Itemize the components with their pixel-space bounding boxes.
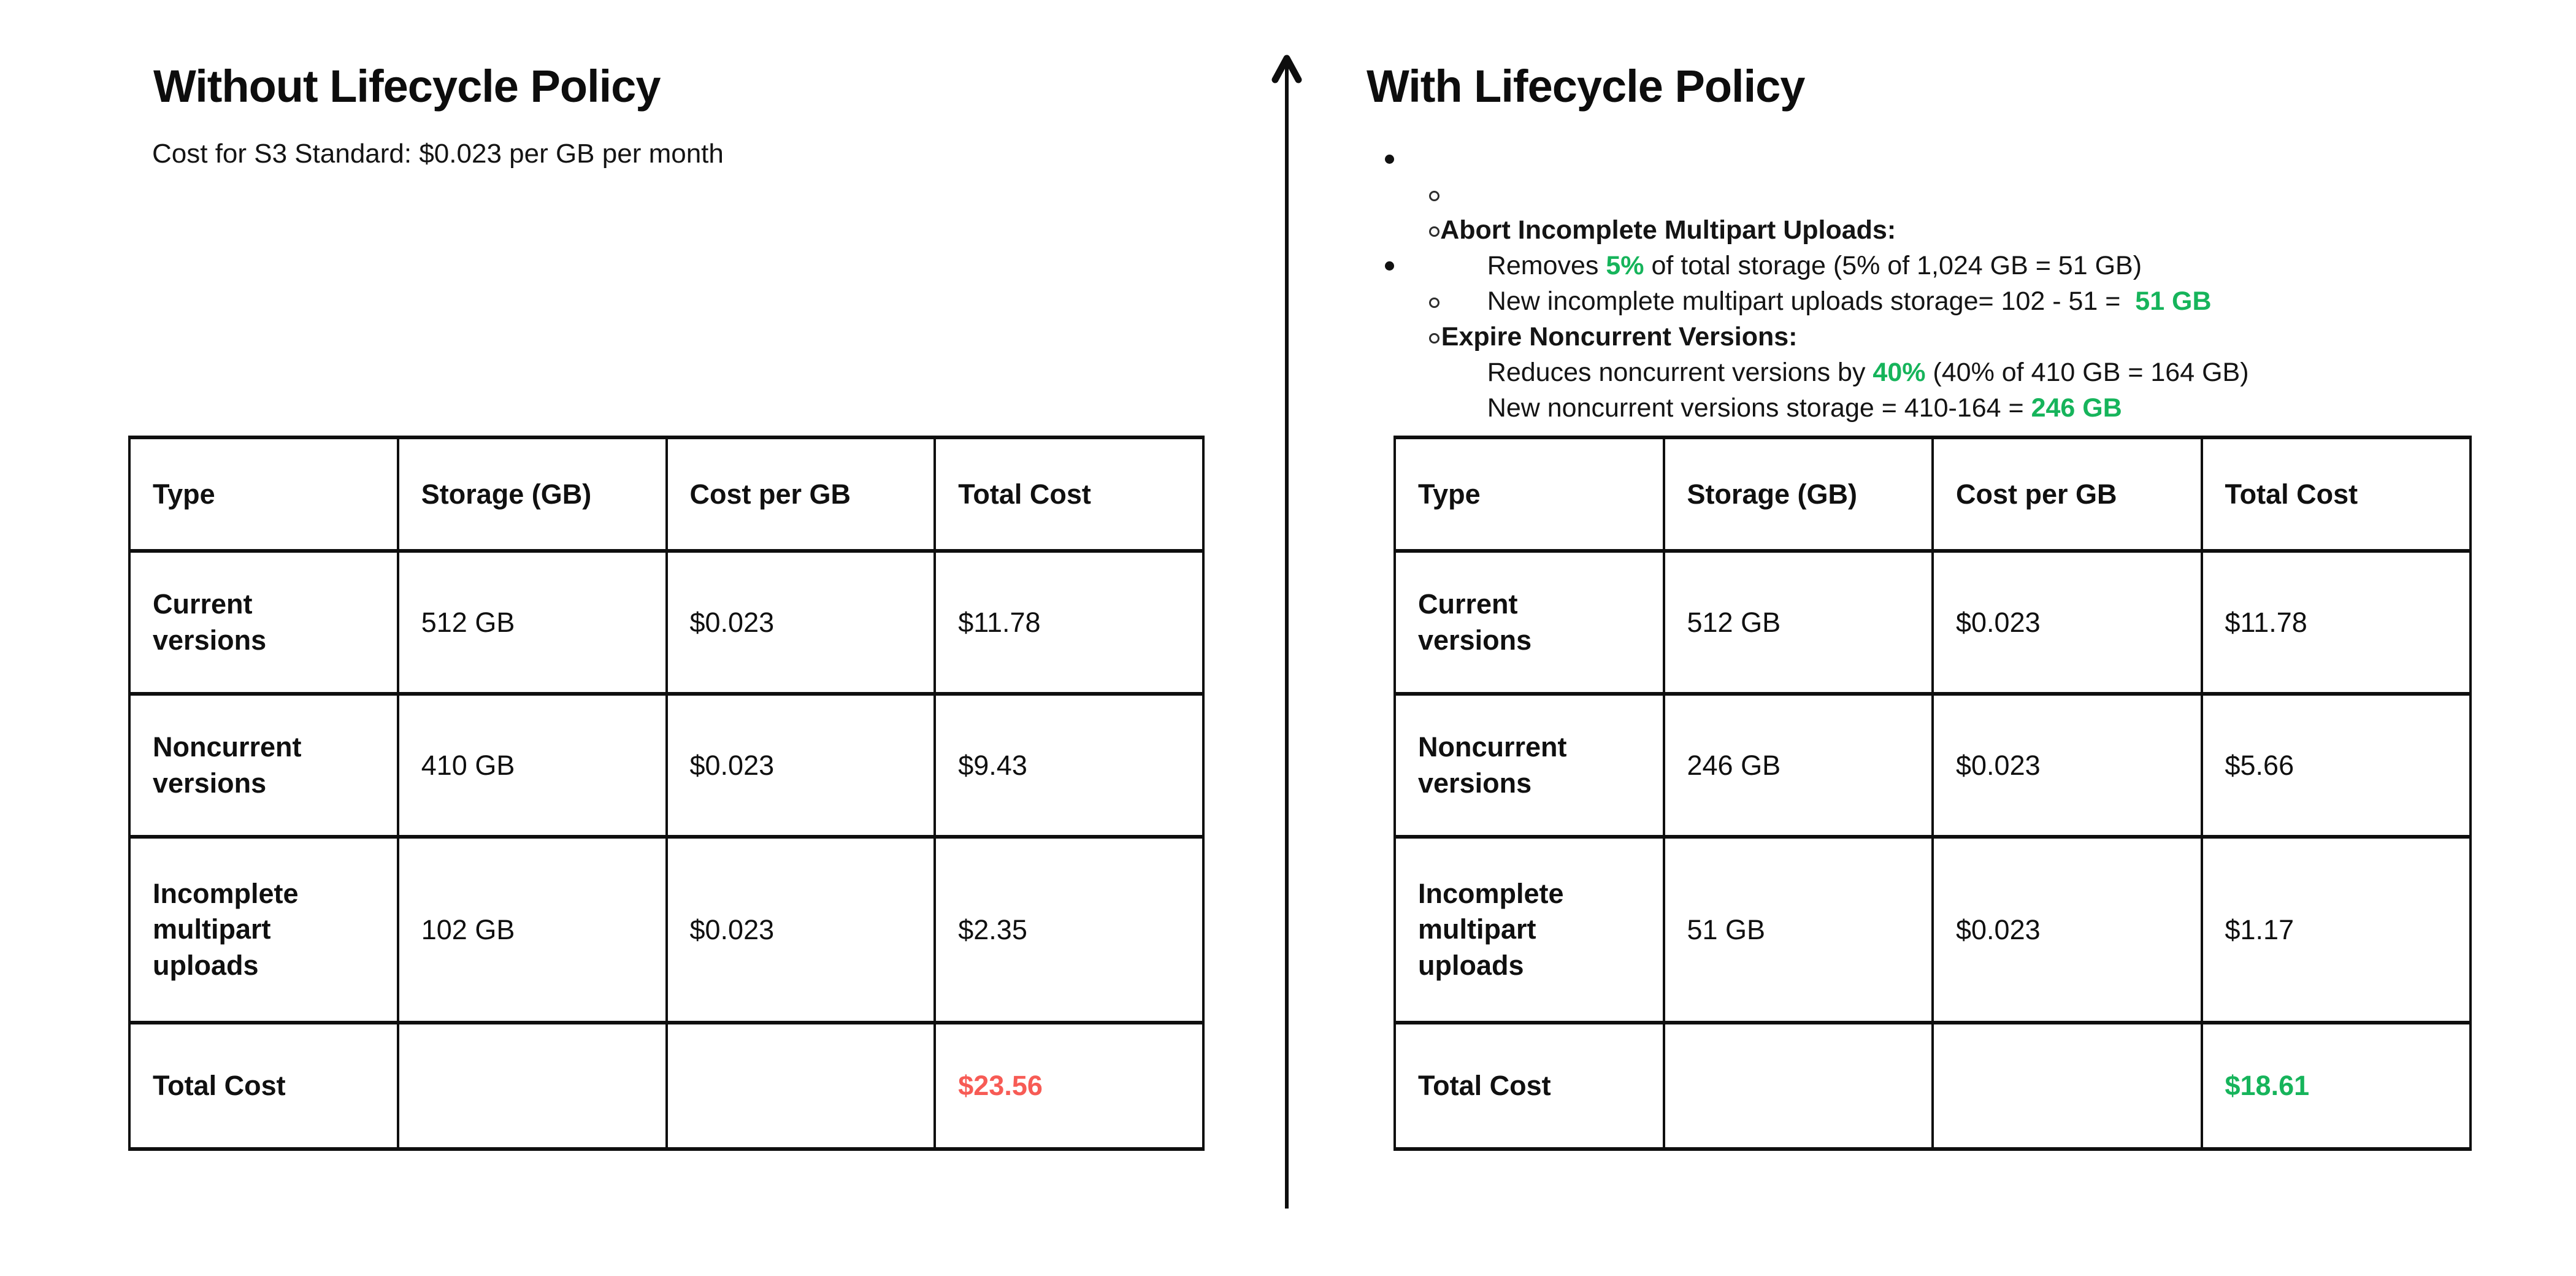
cost-per-gb-cell: $0.023 bbox=[1933, 837, 2202, 1023]
total-cost-cell: $11.78 bbox=[935, 551, 1203, 694]
type-cell: Incomplete multipart uploads bbox=[129, 837, 398, 1023]
total-cost-cell: $2.35 bbox=[935, 837, 1203, 1023]
total-cost-row bbox=[129, 1023, 1203, 1149]
column-header-type: Type bbox=[1395, 437, 1664, 551]
table-row-current-versions bbox=[129, 551, 1203, 694]
circle-bullet-icon bbox=[1429, 333, 1439, 344]
bullet-dot-icon bbox=[1385, 155, 1394, 164]
circle-bullet-icon bbox=[1429, 226, 1439, 237]
storage-cell: 102 GB bbox=[398, 837, 667, 1023]
sub-bullet-text: Removes bbox=[1487, 251, 1606, 280]
page-title-with-lifecycle: With Lifecycle Policy bbox=[1367, 61, 1805, 112]
type-cell: Current versions bbox=[129, 551, 398, 694]
bullet-heading-label: Expire Noncurrent Versions: bbox=[1441, 322, 1798, 352]
table-row-incomplete-multipart bbox=[1395, 837, 2471, 1023]
total-label-cell: Total Cost bbox=[129, 1023, 398, 1149]
cost-per-gb-cell: $0.023 bbox=[1933, 551, 2202, 694]
total-cost-cell: $9.43 bbox=[935, 694, 1203, 837]
sub-bullet-text: (40% of 410 GB = 164 GB) bbox=[1925, 358, 2249, 387]
circle-bullet-icon bbox=[1429, 191, 1439, 201]
table-row-current-versions bbox=[1395, 551, 2471, 694]
type-cell: Noncurrent versions bbox=[1395, 694, 1664, 837]
total-value-red: $23.56 bbox=[935, 1023, 1203, 1149]
highlight-value: 246 GB bbox=[2031, 393, 2122, 423]
cost-per-gb-cell: $0.023 bbox=[1933, 694, 2202, 837]
total-cost-cell: $5.66 bbox=[2202, 694, 2471, 837]
total-cost-cell: $1.17 bbox=[2202, 837, 2471, 1023]
highlight-value: 40% bbox=[1873, 358, 1926, 387]
empty-cell bbox=[398, 1023, 667, 1149]
highlight-value: 51 GB bbox=[2135, 286, 2212, 316]
sub-bullet-text: New incomplete multipart uploads storage= 102 - 51 = bbox=[1487, 286, 2136, 316]
table-header-row bbox=[129, 437, 1203, 551]
empty-cell bbox=[1664, 1023, 1933, 1149]
cost-per-gb-cell: $0.023 bbox=[667, 694, 935, 837]
total-value-green: $18.61 bbox=[2202, 1023, 2471, 1149]
cost-table-without-lifecycle bbox=[128, 436, 1205, 1151]
sub-bullet-text: Reduces noncurrent versions by bbox=[1487, 358, 1873, 387]
column-header-total-cost: Total Cost bbox=[2202, 437, 2471, 551]
storage-cell: 410 GB bbox=[398, 694, 667, 837]
s3-standard-cost-note: Cost for S3 Standard: $0.023 per GB per month bbox=[152, 139, 724, 169]
storage-cell: 246 GB bbox=[1664, 694, 1933, 837]
highlight-value: 5% bbox=[1606, 251, 1644, 280]
cost-table-with-lifecycle bbox=[1393, 436, 2472, 1151]
bullet-dot-icon bbox=[1385, 261, 1394, 271]
table-header-row bbox=[1395, 437, 2471, 551]
type-cell: Current versions bbox=[1395, 551, 1664, 694]
column-header-cost-per-gb: Cost per GB bbox=[667, 437, 935, 551]
empty-cell bbox=[667, 1023, 935, 1149]
total-label-cell: Total Cost bbox=[1395, 1023, 1664, 1149]
cost-per-gb-cell: $0.023 bbox=[667, 551, 935, 694]
empty-cell bbox=[1933, 1023, 2202, 1149]
storage-cell: 512 GB bbox=[1664, 551, 1933, 694]
total-cost-row bbox=[1395, 1023, 2471, 1149]
cost-per-gb-cell: $0.023 bbox=[667, 837, 935, 1023]
column-header-total-cost: Total Cost bbox=[935, 437, 1203, 551]
column-header-storage: Storage (GB) bbox=[398, 437, 667, 551]
column-header-cost-per-gb: Cost per GB bbox=[1933, 437, 2202, 551]
bullet-item-abort-multipart bbox=[1374, 141, 2249, 245]
lifecycle-rules-list bbox=[1374, 141, 2249, 423]
arrow-up-icon bbox=[1275, 58, 1298, 1209]
table-row-noncurrent-versions bbox=[129, 694, 1203, 837]
vertical-divider bbox=[1270, 52, 1304, 1212]
column-header-storage: Storage (GB) bbox=[1664, 437, 1933, 551]
bullet-heading-label: Abort Incomplete Multipart Uploads: bbox=[1440, 215, 1896, 245]
storage-cell: 51 GB bbox=[1664, 837, 1933, 1023]
type-cell: Noncurrent versions bbox=[129, 694, 398, 837]
storage-cell: 512 GB bbox=[398, 551, 667, 694]
circle-bullet-icon bbox=[1429, 298, 1439, 308]
sub-bullet-text: of total storage (5% of 1,024 GB = 51 GB) bbox=[1644, 251, 2142, 280]
page-title-without-lifecycle: Without Lifecycle Policy bbox=[153, 61, 661, 112]
sub-bullet-text: New noncurrent versions storage = 410-164 = bbox=[1487, 393, 2031, 423]
total-cost-cell: $11.78 bbox=[2202, 551, 2471, 694]
table-row-incomplete-multipart bbox=[129, 837, 1203, 1023]
table-row-noncurrent-versions bbox=[1395, 694, 2471, 837]
type-cell: Incomplete multipart uploads bbox=[1395, 837, 1664, 1023]
column-header-type: Type bbox=[129, 437, 398, 551]
